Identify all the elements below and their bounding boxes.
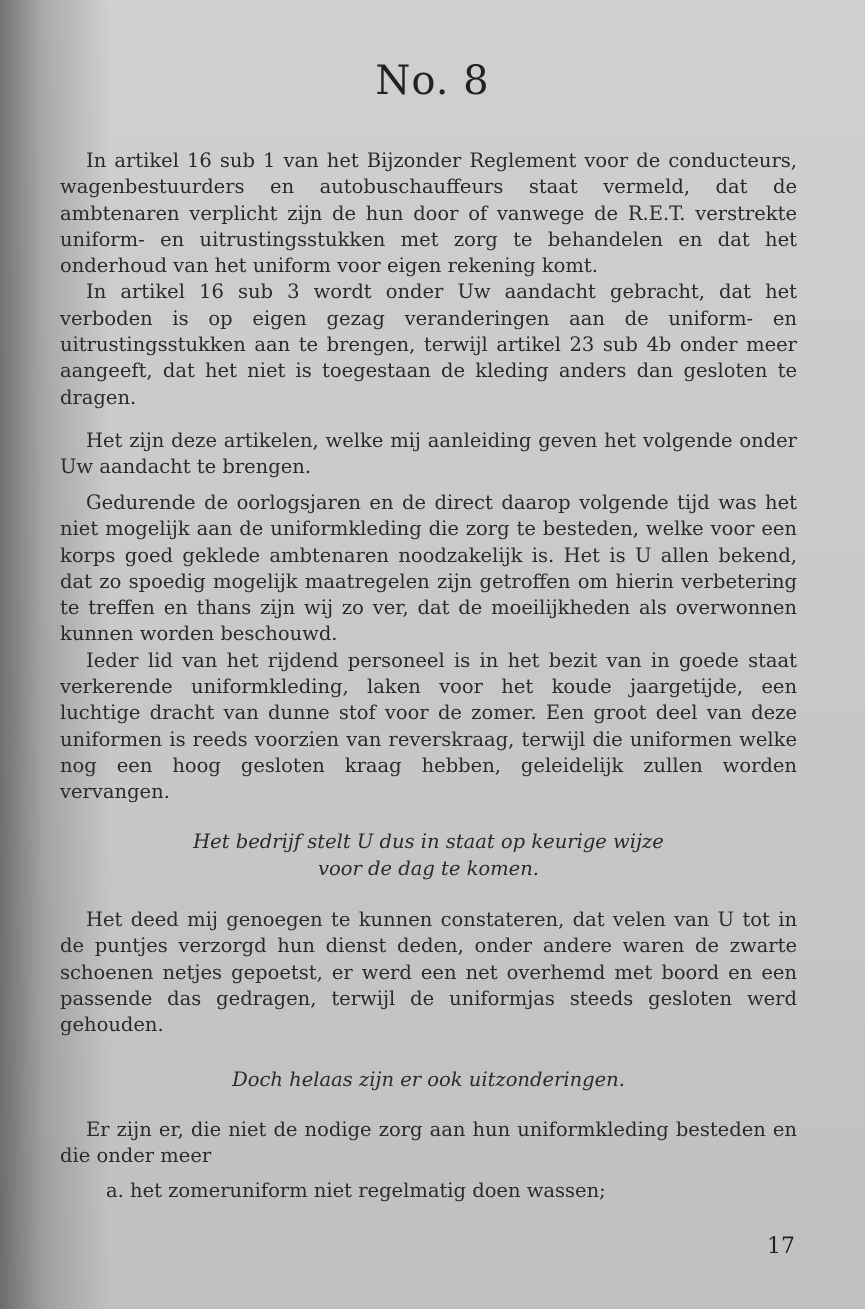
- paragraph-uniform-status: Ieder lid van het rijdend personeel is in het bezit van in goede staat verkerende uniformkleding, laken voor het koude jaargetijde, een luchtige dracht van dunne stof voor de zomer. Een groot deel van deze uniformen is reeds voorzien van reverskraag, terwijl die uniformen welke nog een hoog gesloten kraag hebben, geleidelijk zullen worden vervangen.: [60, 648, 797, 804]
- article-compliment: [60, 907, 797, 1038]
- centered-exception: Doch helaas zijn er ook uitzonderingen.: [232, 1068, 625, 1091]
- centered-statement-line-2: voor de dag te komen.: [318, 857, 539, 880]
- paragraph-article-16-1: In artikel 16 sub 1 van het Bijzonder Reglement voor de conducteurs, wagenbestuurders en autobuschauffeurs staat vermeld, dat de ambtenaren verplicht zijn de hun door of vanwege de R.E.T. verstrekte uniform- en uitrustingsstukken met zorg te behandelen en dat het onderhoud van het uniform voor eigen rekening komt.: [60, 149, 797, 278]
- paragraph-war-years: Gedurende de oorlogsjaren en de direct daarop volgende tijd was het niet mogelijk aan de uniformkleding die zorg te besteden, welke voor een korps goed geklede ambtenaren noodzakelijk is. Het is U allen bekend, dat zo spoedig mogelijk maatregelen zijn getroffen om hierin verbetering te treffen en thans zijn wij zo ver, dat de moeilijkheden als overwonnen kunnen worden beschouwd.: [60, 491, 797, 646]
- list-item-a: a. het zomeruniform niet regelmatig doen wassen;: [106, 1179, 606, 1202]
- paragraph-exceptions: Er zijn er, die niet de nodige zorg aan hun uniformkleding besteden en die onder meer: [60, 1118, 797, 1168]
- article-reason: [60, 428, 797, 481]
- page-number: 17: [767, 1234, 795, 1259]
- centered-statement: [60, 828, 797, 882]
- article-intro: [60, 148, 797, 411]
- paragraph-compliment: Het deed mij genoegen te kunnen constateren, dat velen van U tot in de puntjes verzorgd hun dienst deden, onder andere waren de zwarte schoenen netjes gepoetst, er werd een net overhemd met boord en een passende das gedragen, terwijl de uniformjas steeds gesloten werd gehouden.: [60, 908, 797, 1037]
- paragraph-article-16-3: In artikel 16 sub 3 wordt onder Uw aandacht gebracht, dat het verboden is op eigen gezag veranderingen aan de uniform- en uitrustingsstukken aan te brengen, terwijl artikel 23 sub 4b onder meer aangeeft, dat het niet is toegestaan de kleding anders dan gesloten te dragen.: [60, 280, 797, 409]
- article-exceptions: [60, 1117, 797, 1170]
- page-title: No. 8: [375, 58, 490, 104]
- article-history: [60, 490, 797, 806]
- paragraph-reason: Het zijn deze artikelen, welke mij aanleiding geven het volgende onder Uw aandacht te brengen.: [60, 429, 797, 479]
- centered-statement-line-1: Het bedrijf stelt U dus in staat op keurige wijze: [193, 830, 664, 853]
